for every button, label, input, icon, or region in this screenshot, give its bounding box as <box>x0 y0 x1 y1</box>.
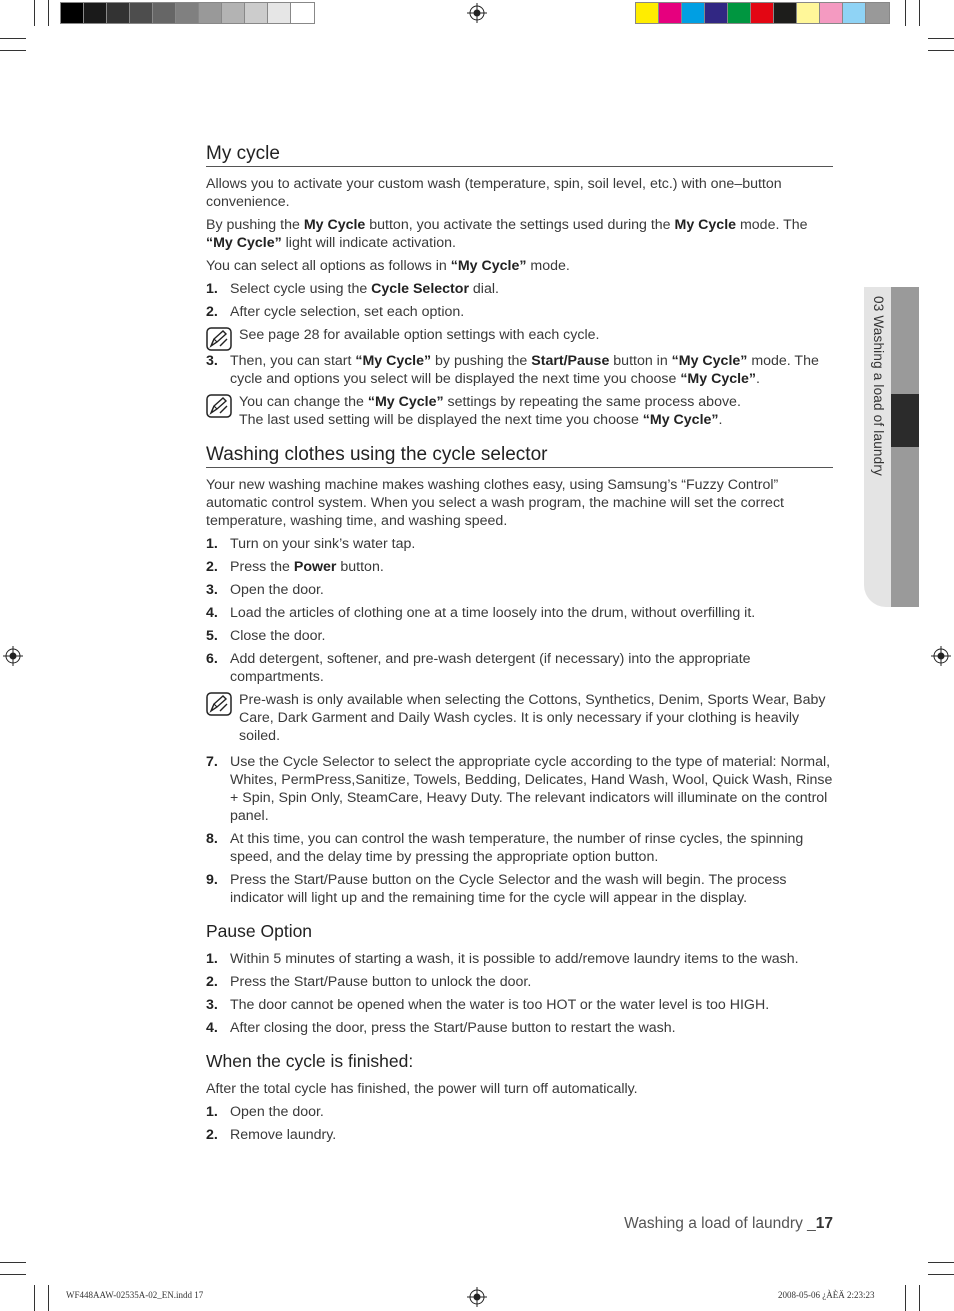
side-tab-bar <box>891 447 919 607</box>
cycle-finished-section <box>206 1051 833 1144</box>
crop-mark <box>0 38 26 39</box>
note-pencil-icon <box>206 692 232 716</box>
list-item: 3. Open the door. <box>206 582 324 598</box>
list-item: 1. Select cycle using the Cycle Selector dial. <box>206 281 499 297</box>
step-list <box>206 950 833 1037</box>
color-swatch <box>728 3 751 23</box>
color-swatch <box>866 3 889 23</box>
crop-mark <box>928 38 954 39</box>
color-swatch <box>291 3 314 23</box>
color-swatch <box>130 3 153 23</box>
color-swatch <box>245 3 268 23</box>
list-item: 5. Close the door. <box>206 628 326 644</box>
color-swatch <box>222 3 245 23</box>
page-footer: Washing a load of laundry _17 <box>624 1215 833 1232</box>
crop-mark <box>905 1285 906 1311</box>
crop-mark <box>0 1262 26 1263</box>
registration-mark-icon <box>467 3 487 23</box>
list-item: 7. Use the Cycle Selector to select the appropriate cycle according to the type of material: Normal, Whites, PermPress,Sanitize, Towels, Bedding, Delicates, Hand Wash, Wool, Quick Wash, Rinse + Spin, Spin Only, SteamCare, Heavy Duty. The relevant indicators will illuminate on the control panel. <box>206 754 833 824</box>
crop-mark <box>928 1274 954 1275</box>
paragraph: Your new washing machine makes washing clothes easy, using Samsung’s “Fuzzy Control” automatic control system. When you select a wash program, the machine will set the correct temperature, washing time, and washing speed. <box>206 477 784 529</box>
gray-color-bar <box>60 2 315 24</box>
color-swatch <box>820 3 843 23</box>
paragraph: After the total cycle has finished, the power will turn off automatically. <box>206 1081 638 1097</box>
list-item: 1. Within 5 minutes of starting a wash, it is possible to add/remove laundry items to the wash. <box>206 951 799 967</box>
color-swatch <box>659 3 682 23</box>
color-swatch <box>268 3 291 23</box>
color-swatch <box>797 3 820 23</box>
subsection-title: When the cycle is finished: <box>206 1051 414 1071</box>
list-item: 4. After closing the door, press the Start/Pause button to restart the wash. <box>206 1020 676 1036</box>
process-color-bar <box>635 2 890 24</box>
list-item: 8. At this time, you can control the wash temperature, the number of rinse cycles, the spinning speed, and the delay time by pressing the appropriate option button. <box>206 831 804 865</box>
color-swatch <box>153 3 176 23</box>
side-tab-bar-active <box>891 394 919 447</box>
chapter-label: 03 Washing a load of laundry <box>871 296 886 476</box>
note-pencil-icon <box>206 327 232 351</box>
color-swatch <box>636 3 659 23</box>
step-list <box>206 280 833 321</box>
note: See page 28 for available option settings with each cycle. <box>206 326 833 344</box>
registration-mark-icon <box>931 646 951 666</box>
subsection-title: Pause Option <box>206 921 313 941</box>
list-item: 2. After cycle selection, set each option. <box>206 304 465 320</box>
my-cycle-section <box>206 142 833 429</box>
paragraph: By pushing the My Cycle button, you activate the settings used during the My Cycle mode. The “My Cycle” light will indicate activation. <box>206 217 808 251</box>
note-pencil-icon <box>206 394 232 418</box>
crop-mark <box>34 0 35 26</box>
list-item: 3. The door cannot be opened when the water is too HOT or the water level is too HIGH. <box>206 997 770 1013</box>
color-swatch <box>774 3 797 23</box>
section-title: Washing clothes using the cycle selector <box>206 443 833 468</box>
color-swatch <box>199 3 222 23</box>
color-swatch <box>61 3 84 23</box>
pause-option-section <box>206 921 833 1037</box>
registration-mark-icon <box>3 646 23 666</box>
print-slug: WF448AAW-02535A-02_EN.indd 17 <box>66 1290 204 1300</box>
color-swatch <box>176 3 199 23</box>
registration-mark-icon <box>467 1287 487 1307</box>
list-item: 4. Load the articles of clothing one at a time loosely into the drum, without overfilling it. <box>206 605 756 621</box>
crop-mark <box>0 50 26 51</box>
list-item: 2. Remove laundry. <box>206 1127 337 1143</box>
color-swatch <box>84 3 107 23</box>
page-content <box>206 142 833 1149</box>
washing-section <box>206 443 833 907</box>
note: Pre-wash is only available when selecting the Cottons, Synthetics, Denim, Sports Wear, Baby Care, Dark Garment and Daily Wash cycles. It is only necessary if your clothing is heavily soiled. <box>206 691 833 745</box>
color-swatch <box>751 3 774 23</box>
paragraph: Allows you to activate your custom wash (temperature, spin, soil level, etc.) with one–button convenience. <box>206 176 782 210</box>
crop-mark <box>919 0 920 26</box>
crop-mark <box>48 0 49 26</box>
print-timestamp: 2008-05-06 ¿ÀÈÄ 2:23:23 <box>778 1290 875 1300</box>
crop-mark <box>0 1274 26 1275</box>
page-number: 17 <box>815 1215 833 1232</box>
crop-mark <box>905 0 906 26</box>
list-item: 9. Press the Start/Pause button on the Cycle Selector and the wash will begin. The process indicator will light up and the remaining time for the cycle will appear in the display. <box>206 872 787 906</box>
list-item: 3. Then, you can start “My Cycle” by pushing the Start/Pause button in “My Cycle” mode. The cycle and options you select will be displayed the next time you choose “My Cycle”. <box>206 353 819 387</box>
crop-mark <box>48 1285 49 1311</box>
crop-mark <box>919 1285 920 1311</box>
crop-mark <box>928 50 954 51</box>
section-title: My cycle <box>206 142 833 167</box>
list-item: 1. Turn on your sink’s water tap. <box>206 536 416 552</box>
crop-mark <box>34 1285 35 1311</box>
step-list <box>206 1103 833 1144</box>
list-item: 2. Press the Power button. <box>206 559 384 575</box>
color-swatch <box>682 3 705 23</box>
list-item: 2. Press the Start/Pause button to unlock the door. <box>206 974 532 990</box>
color-swatch <box>843 3 866 23</box>
note: You can change the “My Cycle” settings by repeating the same process above. The last used setting will be displayed the next time you choose “My Cycle”. <box>206 393 833 429</box>
side-tab-bar <box>891 287 919 394</box>
step-list <box>206 352 833 388</box>
list-item: 1. Open the door. <box>206 1104 324 1120</box>
color-swatch <box>107 3 130 23</box>
color-swatch <box>705 3 728 23</box>
list-item: 6. Add detergent, softener, and pre-wash detergent (if necessary) into the appropriate compartments. <box>206 651 751 685</box>
step-list <box>206 753 833 907</box>
paragraph: You can select all options as follows in “My Cycle” mode. <box>206 258 570 274</box>
crop-mark <box>928 1262 954 1263</box>
step-list <box>206 535 833 686</box>
